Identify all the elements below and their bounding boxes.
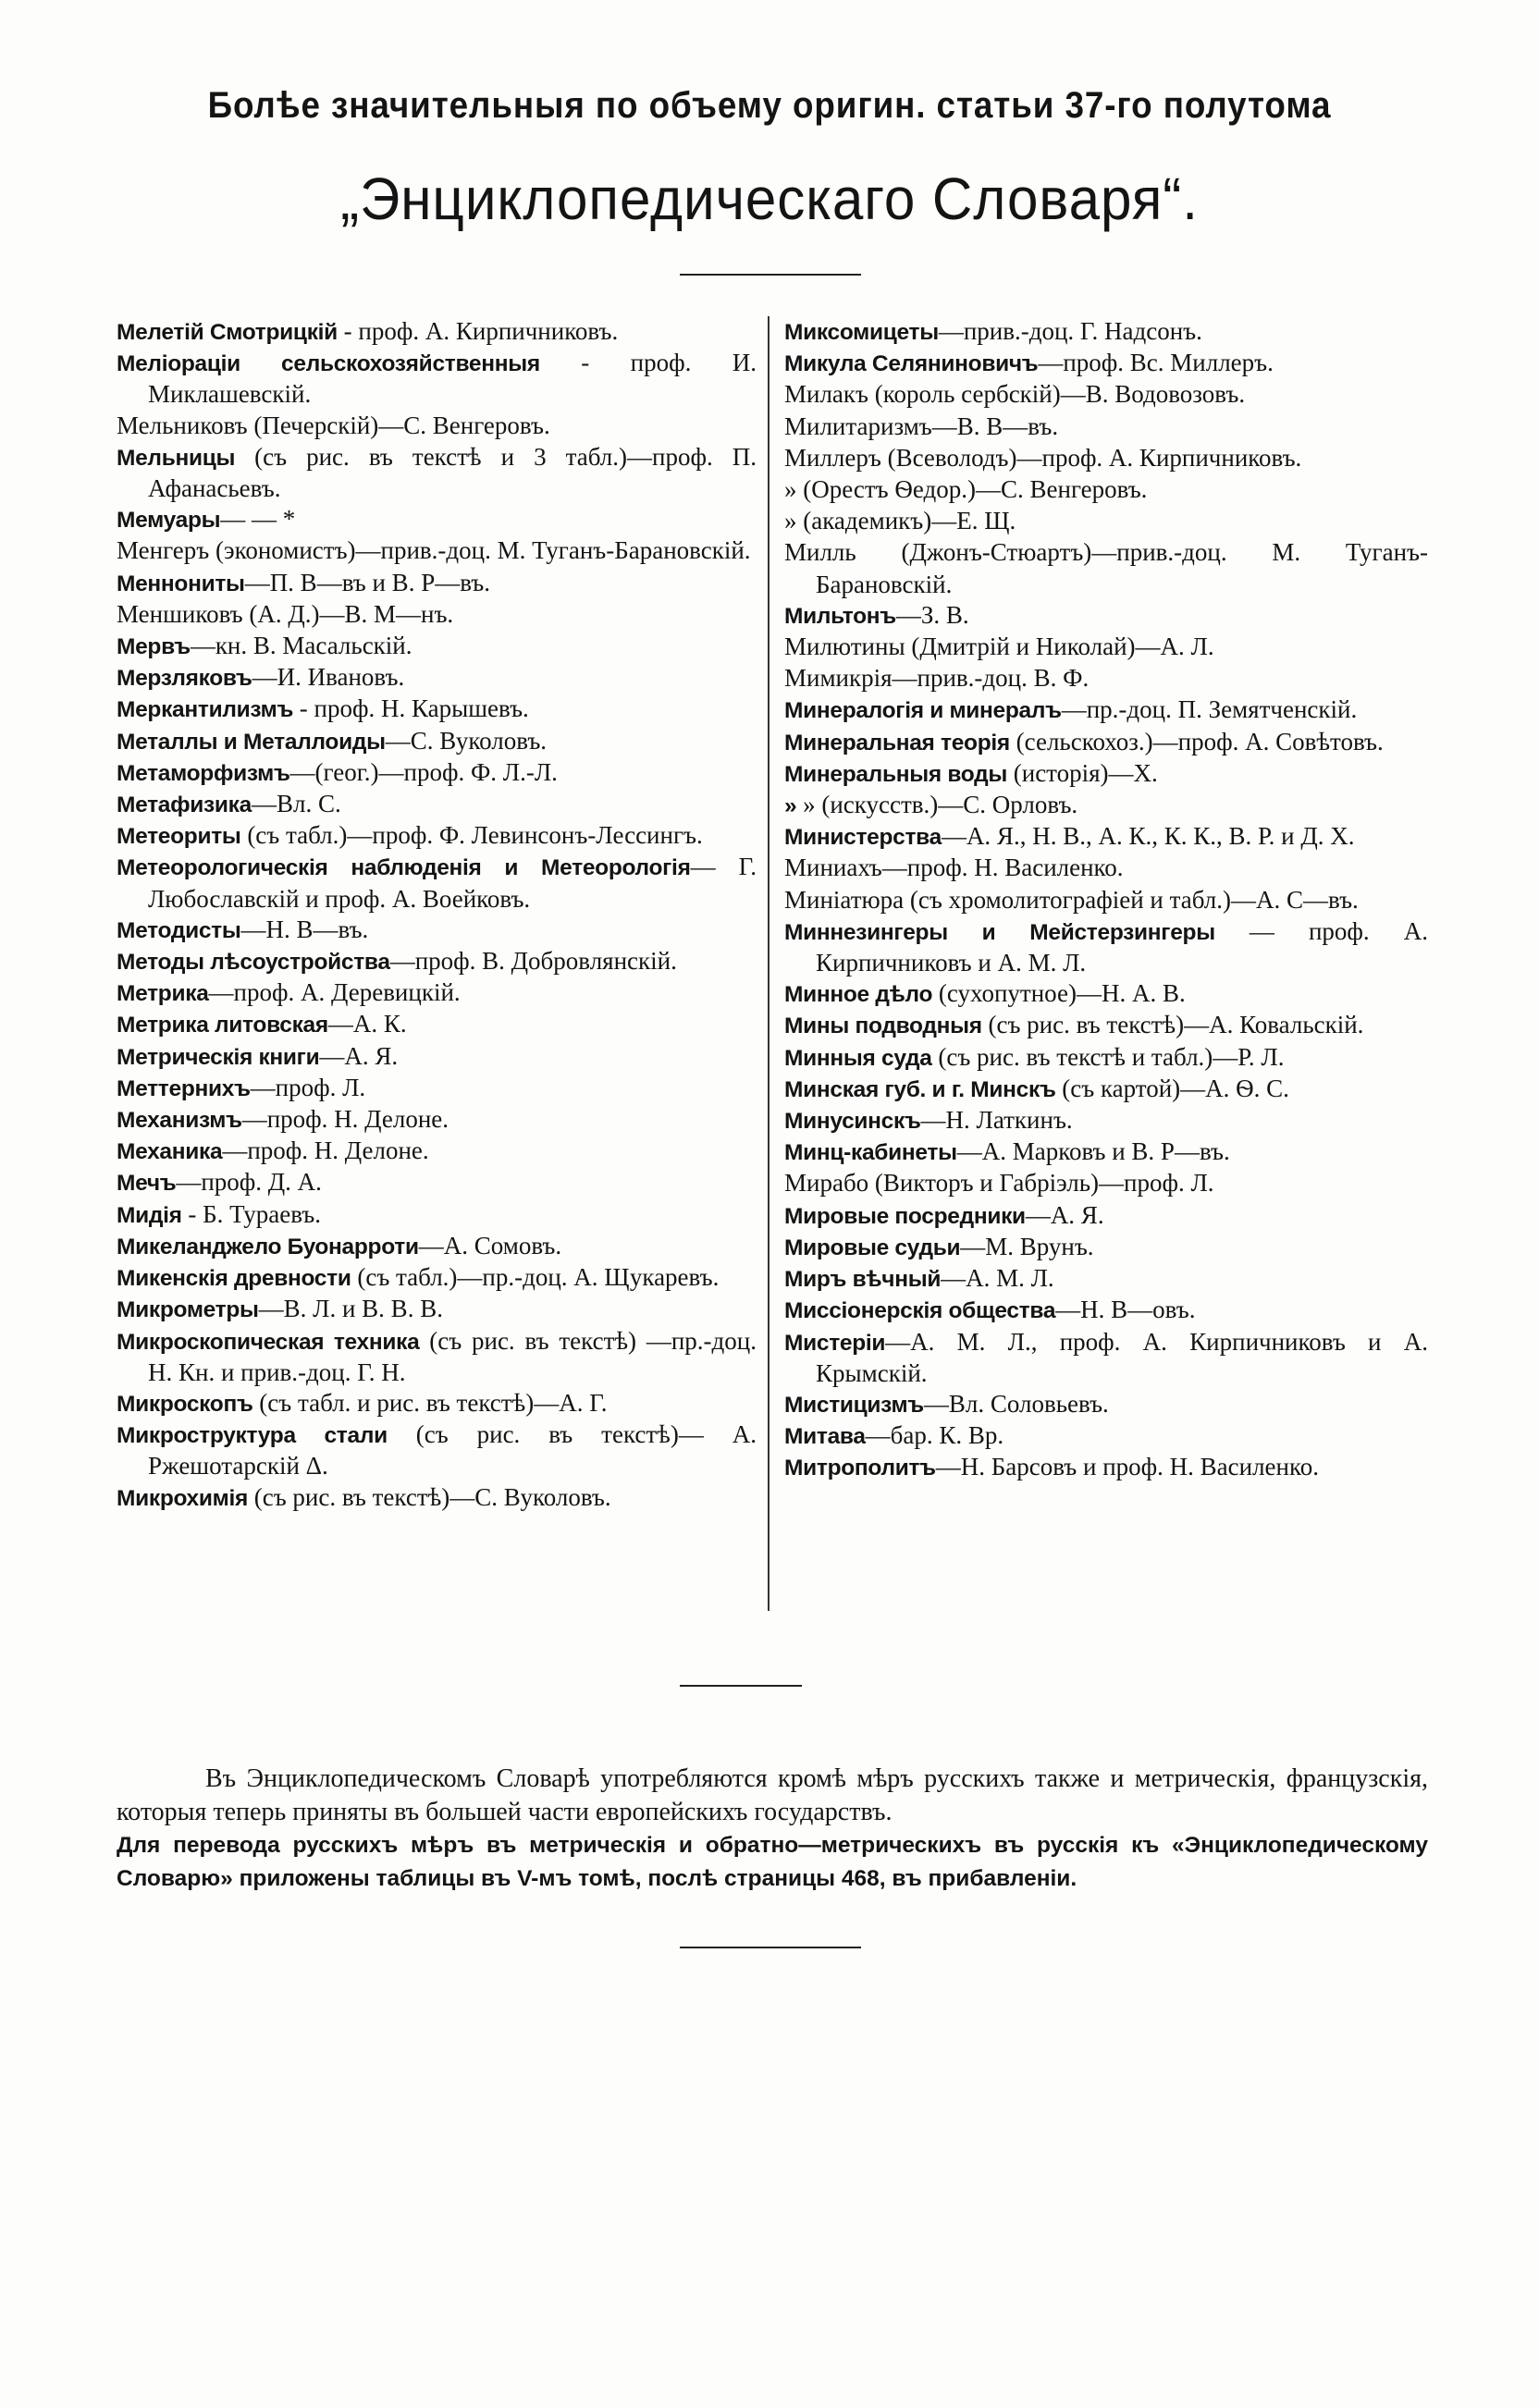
article-title: Меліораціи сельскохозяйственныя [117,351,540,377]
article-author: (съ картой)—А. Ѳ. С. [1055,1074,1289,1102]
article-entry [117,789,757,820]
article-author: - проф. А. Кирпичниковъ. [337,317,619,345]
article-title: Метеорологическія наблюденія и Метеорологія [117,855,691,881]
article-title: Мировые посредники [784,1203,1026,1229]
divider-top [680,274,861,276]
article-title: Минныя суда [784,1045,932,1071]
article-entry [784,853,1428,884]
article-entry [784,1263,1428,1295]
article-entry [784,443,1428,474]
article-entry [117,631,757,662]
article-author: Миниахъ—проф. Н. Василенко. [784,854,1124,882]
article-title: Мемуары [117,508,221,534]
footnote [117,1763,1428,1896]
article-author: (съ табл.)—пр.-доц. А. Щукаревъ. [351,1263,720,1292]
article-title: Методы лѣсоустройства [117,950,390,976]
article-entry [784,506,1428,537]
article-author: - проф. Н. Карышевъ. [293,694,529,723]
article-entry [784,348,1428,379]
article-author: —проф. Вс. Миллеръ. [1038,349,1274,377]
article-author: —Вл. Соловьевъ. [923,1389,1109,1418]
article-title: Минеральная теорія [784,730,1010,756]
article-author: Мельниковъ (Печерскій)—С. Венгеровъ. [117,411,550,439]
article-entry [117,1388,757,1419]
article-entry [117,1009,757,1040]
article-author: Мирабо (Викторъ и Габріэль)—проф. Л. [784,1169,1214,1198]
article-title: Митрополитъ [784,1456,936,1481]
article-author: (съ табл.)—проф. Ф. Левинсонъ-Лессингъ. [240,821,703,850]
article-title: Микроскопическая техника [117,1329,420,1355]
article-title: Миръ вѣчный [784,1267,942,1293]
article-title: » [784,793,797,819]
article-title: Меркантилизмъ [117,697,294,723]
article-author: —проф. Л. [250,1073,366,1101]
article-author: —А. М. Л. [941,1264,1054,1293]
article-entry [117,1167,757,1198]
column-divider [768,316,770,1611]
article-entry [784,1074,1428,1105]
article-author: —А. М. Л., проф. А. Кирпичниковъ и А. Крымскій. [816,1327,1428,1387]
article-title: Минусинскъ [784,1109,921,1135]
article-title: Мистеріи [784,1330,886,1356]
article-title: Механизмъ [117,1108,242,1134]
article-author: - Б. Тураевъ. [181,1199,322,1228]
article-entry [784,727,1428,758]
article-author: (съ рис. въ текстѣ) —пр.-доц. Н. Кн. и прив.-доц. Г. Н. [148,1326,757,1386]
article-entry [117,915,757,946]
article-author: (съ рис. въ текстѣ и табл.)—Р. Л. [931,1042,1285,1071]
article-title: Микроструктура стали [117,1423,388,1449]
article-author: — Г. Любославскій и проф. А. Воейковъ. [148,853,757,913]
article-entry [117,1199,757,1231]
article-author: (съ рис. въ текстѣ и 3 табл.)—проф. П. Афанасьевъ. [148,442,757,503]
article-title: Металлы и Металлоиды [117,729,386,755]
article-author: —С. Вуколовъ. [385,726,548,755]
page-title: Болѣе значительныя по объему оригин. статьи 37-го полутома [207,85,1332,126]
article-author: —проф. Н. Делоне. [241,1105,449,1134]
article-author: (исторія)—Х. [1007,758,1158,787]
article-entry [784,1105,1428,1136]
article-author: Мимикрія—прив.-доц. В. Ф. [784,664,1090,693]
article-entry [784,663,1428,694]
article-title: Микула Селяниновичъ [784,351,1039,377]
article-author: » (искусств.)—С. Орловъ. [796,791,1078,819]
article-author: —П. В—въ и В. Р—въ. [244,568,490,596]
article-title: Метрика литовская [117,1013,328,1038]
article-entry [117,1136,757,1167]
article-title: Метафизика [117,792,252,818]
article-author: —проф. А. Деревицкій. [208,978,461,1007]
article-entry [117,1326,757,1388]
article-entry [117,1231,757,1262]
article-author: Миллеръ (Всеволодъ)—проф. А. Кирпичниковъ. [784,443,1302,472]
article-author: —Н. В—въ. [240,915,369,943]
article-entry [117,694,757,725]
article-author: » (академикъ)—Е. Щ. [784,507,1016,535]
article-author: —(геог.)—проф. Ф. Л.-Л. [289,757,558,786]
article-entry [117,1482,757,1514]
article-author: —А. Марковъ и В. Р—въ. [956,1137,1230,1166]
article-entry [784,1010,1428,1041]
article-title: Микроскопъ [117,1391,253,1417]
article-author: Меншиковъ (А. Д.)—В. М—нъ. [117,599,454,628]
article-entry [117,1104,757,1136]
divider-bottom [680,1947,861,1948]
article-entry [784,1295,1428,1326]
article-author: —А. Я., Н. В., А. К., К. К., В. Р. и Д. Х. [941,822,1355,851]
article-title: Миссіонерскія общества [784,1298,1056,1324]
article-entry [784,821,1428,853]
article-entry [117,977,757,1009]
article-entry [784,316,1428,348]
article-entry [784,978,1428,1010]
article-entry [784,1389,1428,1420]
article-title: Минц-кабинеты [784,1140,957,1166]
article-title: Микрохимія [117,1485,248,1511]
article-entry [117,568,757,599]
article-entry [784,1327,1428,1389]
article-author: —проф. Д. А. [176,1168,322,1197]
article-author: Менгеръ (экономистъ)—прив.-доц. М. Туганъ-Барановскій. [117,536,751,565]
article-title: Метаморфизмъ [117,760,290,786]
article-author: —А. Я. [1025,1200,1104,1229]
article-author: — — * [220,505,296,534]
article-title: Меттернихъ [117,1075,251,1101]
article-title: Минеральныя воды [784,761,1007,787]
article-entry [117,1419,757,1481]
article-author: —Н. В—овъ. [1055,1296,1196,1324]
article-entry [117,535,757,567]
article-entry [784,1136,1428,1168]
article-title: Мелетій Смотрицкій [117,320,338,345]
article-author: (сельскохоз.)—проф. А. Совѣтовъ. [1009,727,1384,756]
article-title: Мервъ [117,634,191,660]
article-entry [784,379,1428,411]
article-title: Министерства [784,825,942,851]
article-entry [117,946,757,977]
article-title: Механика [117,1139,223,1165]
article-entry [117,820,757,852]
article-entry [117,411,757,442]
article-title: Миннезингеры и Мейстерзингеры [784,919,1215,945]
article-author: —А. К. [327,1010,407,1038]
article-title: Минералогія и минералъ [784,698,1062,724]
article-entry [784,885,1428,916]
article-author: (съ табл. и рис. въ текстѣ)—А. Г. [252,1388,608,1417]
article-entry [117,316,757,348]
article-entry [784,790,1428,821]
article-entry [117,852,757,914]
article-author: —А. Сомовъ. [418,1231,562,1259]
article-entry [784,412,1428,443]
footnote-paragraph-2: Для перевода русскихъ мѣръ въ метрическія и обратно—метрическихъ въ русскія къ «Энциклопедическому Словарю» приложены таблицы въ V-мъ томѣ, послѣ страницы 468, въ прибавленіи. [117,1833,1428,1891]
article-title: Методисты [117,917,241,943]
article-author: —Н. Латкинъ. [920,1106,1073,1135]
article-author: (съ рис. въ текстѣ)—С. Вуколовъ. [247,1482,611,1511]
article-entry [117,599,757,631]
article-title: Мерзляковъ [117,666,252,692]
article-author: — проф. А. Кирпичниковъ и А. М. Л. [816,916,1428,977]
article-entry [117,757,757,789]
article-entry [784,694,1428,726]
article-author: Милакъ (король сербскій)—В. Водовозовъ. [784,380,1246,409]
article-entry [117,348,757,410]
article-title: Мистицизмъ [784,1392,924,1418]
article-title: Мидія [117,1202,182,1228]
article-author: Милль (Джонъ-Стюартъ)—прив.-доц. М. Туганъ-Барановскій. [784,538,1428,598]
article-entry [784,632,1428,663]
article-entry [117,1041,757,1073]
right-column [784,316,1428,1484]
article-entry [784,758,1428,790]
article-entry [784,1042,1428,1074]
left-column [117,316,757,1514]
article-title: Метрическія книги [117,1044,320,1070]
article-author: —Вл. С. [251,790,341,818]
divider-middle [680,1685,802,1687]
article-entry [117,1073,757,1104]
article-entry [117,504,757,535]
article-title: Мины подводныя [784,1014,982,1039]
article-entry [784,474,1428,506]
article-author: —З. В. [895,600,969,629]
article-author: —пр.-доц. П. Земятченскій. [1061,695,1358,724]
article-author: —А. Я. [319,1041,399,1070]
article-author: Милитаризмъ—В. В—въ. [784,412,1059,440]
article-author: (съ рис. въ текстѣ)— А. Ржешотарскій Δ. [148,1420,757,1480]
article-title: Микрометры [117,1297,259,1323]
article-entry [784,1200,1428,1232]
article-author: (съ рис. въ текстѣ)—А. Ковальскій. [981,1011,1364,1039]
article-author: —И. Ивановъ. [252,663,405,692]
article-author: Миніатюра (съ хромолитографіей и табл.)—А. С—въ. [784,885,1359,914]
article-entry [117,442,757,504]
article-author: » (Орестъ Ѳедор.)—С. Венгеровъ. [784,475,1148,504]
article-author: —бар. К. Вр. [865,1421,1004,1450]
article-entry [117,662,757,694]
article-title: Митава [784,1424,866,1450]
article-entry [784,1452,1428,1483]
article-author: —М. Врунъ. [960,1232,1094,1260]
article-entry [784,1232,1428,1263]
article-entry [784,916,1428,978]
article-author: —проф. Н. Делоне. [222,1136,429,1165]
article-author: - проф. И. Миклашевскій. [148,349,757,409]
article-entry [117,726,757,757]
article-title: Метрика [117,981,209,1007]
article-author: —прив.-доц. Г. Надсонъ. [938,317,1202,345]
article-author: —Н. Барсовъ и проф. Н. Василенко. [935,1453,1319,1481]
article-title: Мечъ [117,1171,177,1197]
article-title: Меннониты [117,571,245,596]
article-title: Мельницы [117,445,236,471]
article-title: Мировые судьи [784,1235,961,1260]
article-entry [117,1294,757,1325]
article-entry [784,1420,1428,1452]
article-entry [784,600,1428,632]
footnote-paragraph-1: Въ Энциклопедическомъ Словарѣ употребляются кромѣ мѣръ русскихъ также и метрическія, французскія, которыя теперь приняты въ большей части европейскихъ государствъ. [117,1764,1428,1826]
article-entry [117,1262,757,1294]
article-author: Милютины (Дмитрій и Николай)—А. Л. [784,633,1214,661]
article-title: Минное дѣло [784,982,933,1008]
article-entry [784,1168,1428,1199]
article-author: —В. Л. и В. В. В. [258,1295,443,1323]
article-title: Микенскія древности [117,1266,351,1292]
article-title: Миксомицеты [784,320,939,345]
dictionary-title: „Энциклопедическаго Словаря“. [340,166,1199,232]
article-title: Мильтонъ [784,603,896,629]
article-author: —проф. В. Добровлянскій. [389,947,677,976]
article-title: Минская губ. и г. Минскъ [784,1076,1056,1102]
article-title: Метеориты [117,824,241,850]
article-author: —кн. В. Масальскій. [190,632,412,660]
article-entry [784,537,1428,599]
article-title: Микеланджело Буонарроти [117,1234,419,1259]
article-author: (сухопутное)—Н. А. В. [932,979,1186,1008]
